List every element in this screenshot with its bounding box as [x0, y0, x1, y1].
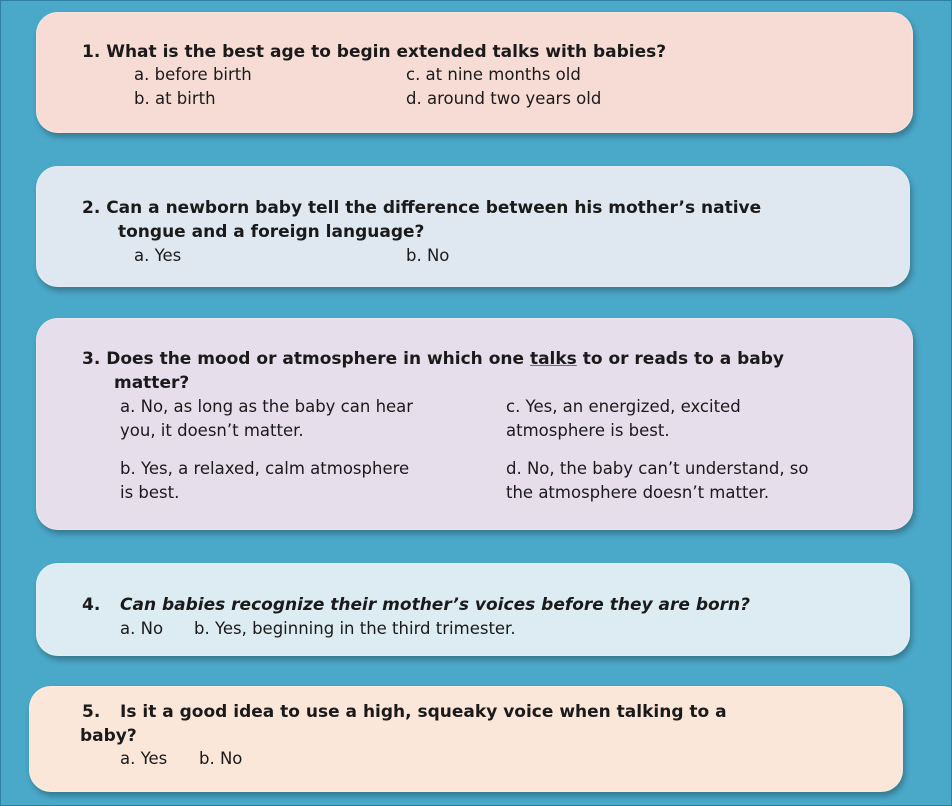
q1-option-a[interactable]: a. before birth [134, 65, 252, 84]
question-card-1 [36, 12, 913, 133]
q3-option-d[interactable]: d. No, the baby can’t understand, so the atmosphere doesn’t matter. [506, 459, 809, 502]
question-card-5 [29, 686, 903, 792]
q1-option-b[interactable]: b. at birth [134, 89, 216, 108]
underlined-word: talks [529, 349, 577, 369]
q2-option-b[interactable]: b. No [406, 246, 450, 265]
question-2-line-2: tongue and a foreign language? [118, 222, 425, 242]
q5-option-a[interactable]: a. Yes [120, 749, 168, 768]
question-card-2 [36, 166, 910, 287]
question-card-4 [36, 563, 910, 656]
question-5-line-1: Is it a good idea to use a high, squeaky voice when talking to a [120, 702, 727, 722]
q1-option-c[interactable]: c. at nine months old [406, 65, 581, 84]
q3-option-a[interactable]: a. No, as long as the baby can hear you, it doesn’t matter. [120, 397, 414, 440]
question-1-text: 1. What is the best age to begin extended talks with babies? [82, 42, 667, 62]
q2-option-a[interactable]: a. Yes [134, 246, 182, 265]
question-5-number: 5. [82, 702, 101, 722]
question-card-3 [36, 318, 913, 530]
q3-option-c[interactable]: c. Yes, an energized, excited atmosphere is best. [506, 397, 741, 440]
question-4-number: 4. [82, 595, 101, 615]
q4-option-b[interactable]: b. Yes, beginning in the third trimester. [194, 619, 516, 638]
q4-option-a[interactable]: a. No [120, 619, 164, 638]
question-3-line-1: 3. Does the mood or atmosphere in which one talks to or reads to a baby [82, 349, 785, 369]
question-4-text: Can babies recognize their mother’s voices before they are born? [120, 595, 751, 615]
question-3-line-2: matter? [114, 373, 190, 393]
question-5-line-2: baby? [80, 726, 137, 746]
q3-option-b[interactable]: b. Yes, a relaxed, calm atmosphere is best. [120, 459, 410, 502]
question-2-line-1: 2. Can a newborn baby tell the difference between his mother’s native [82, 198, 762, 218]
q5-option-b[interactable]: b. No [199, 749, 243, 768]
q1-option-d[interactable]: d. around two years old [406, 89, 602, 108]
